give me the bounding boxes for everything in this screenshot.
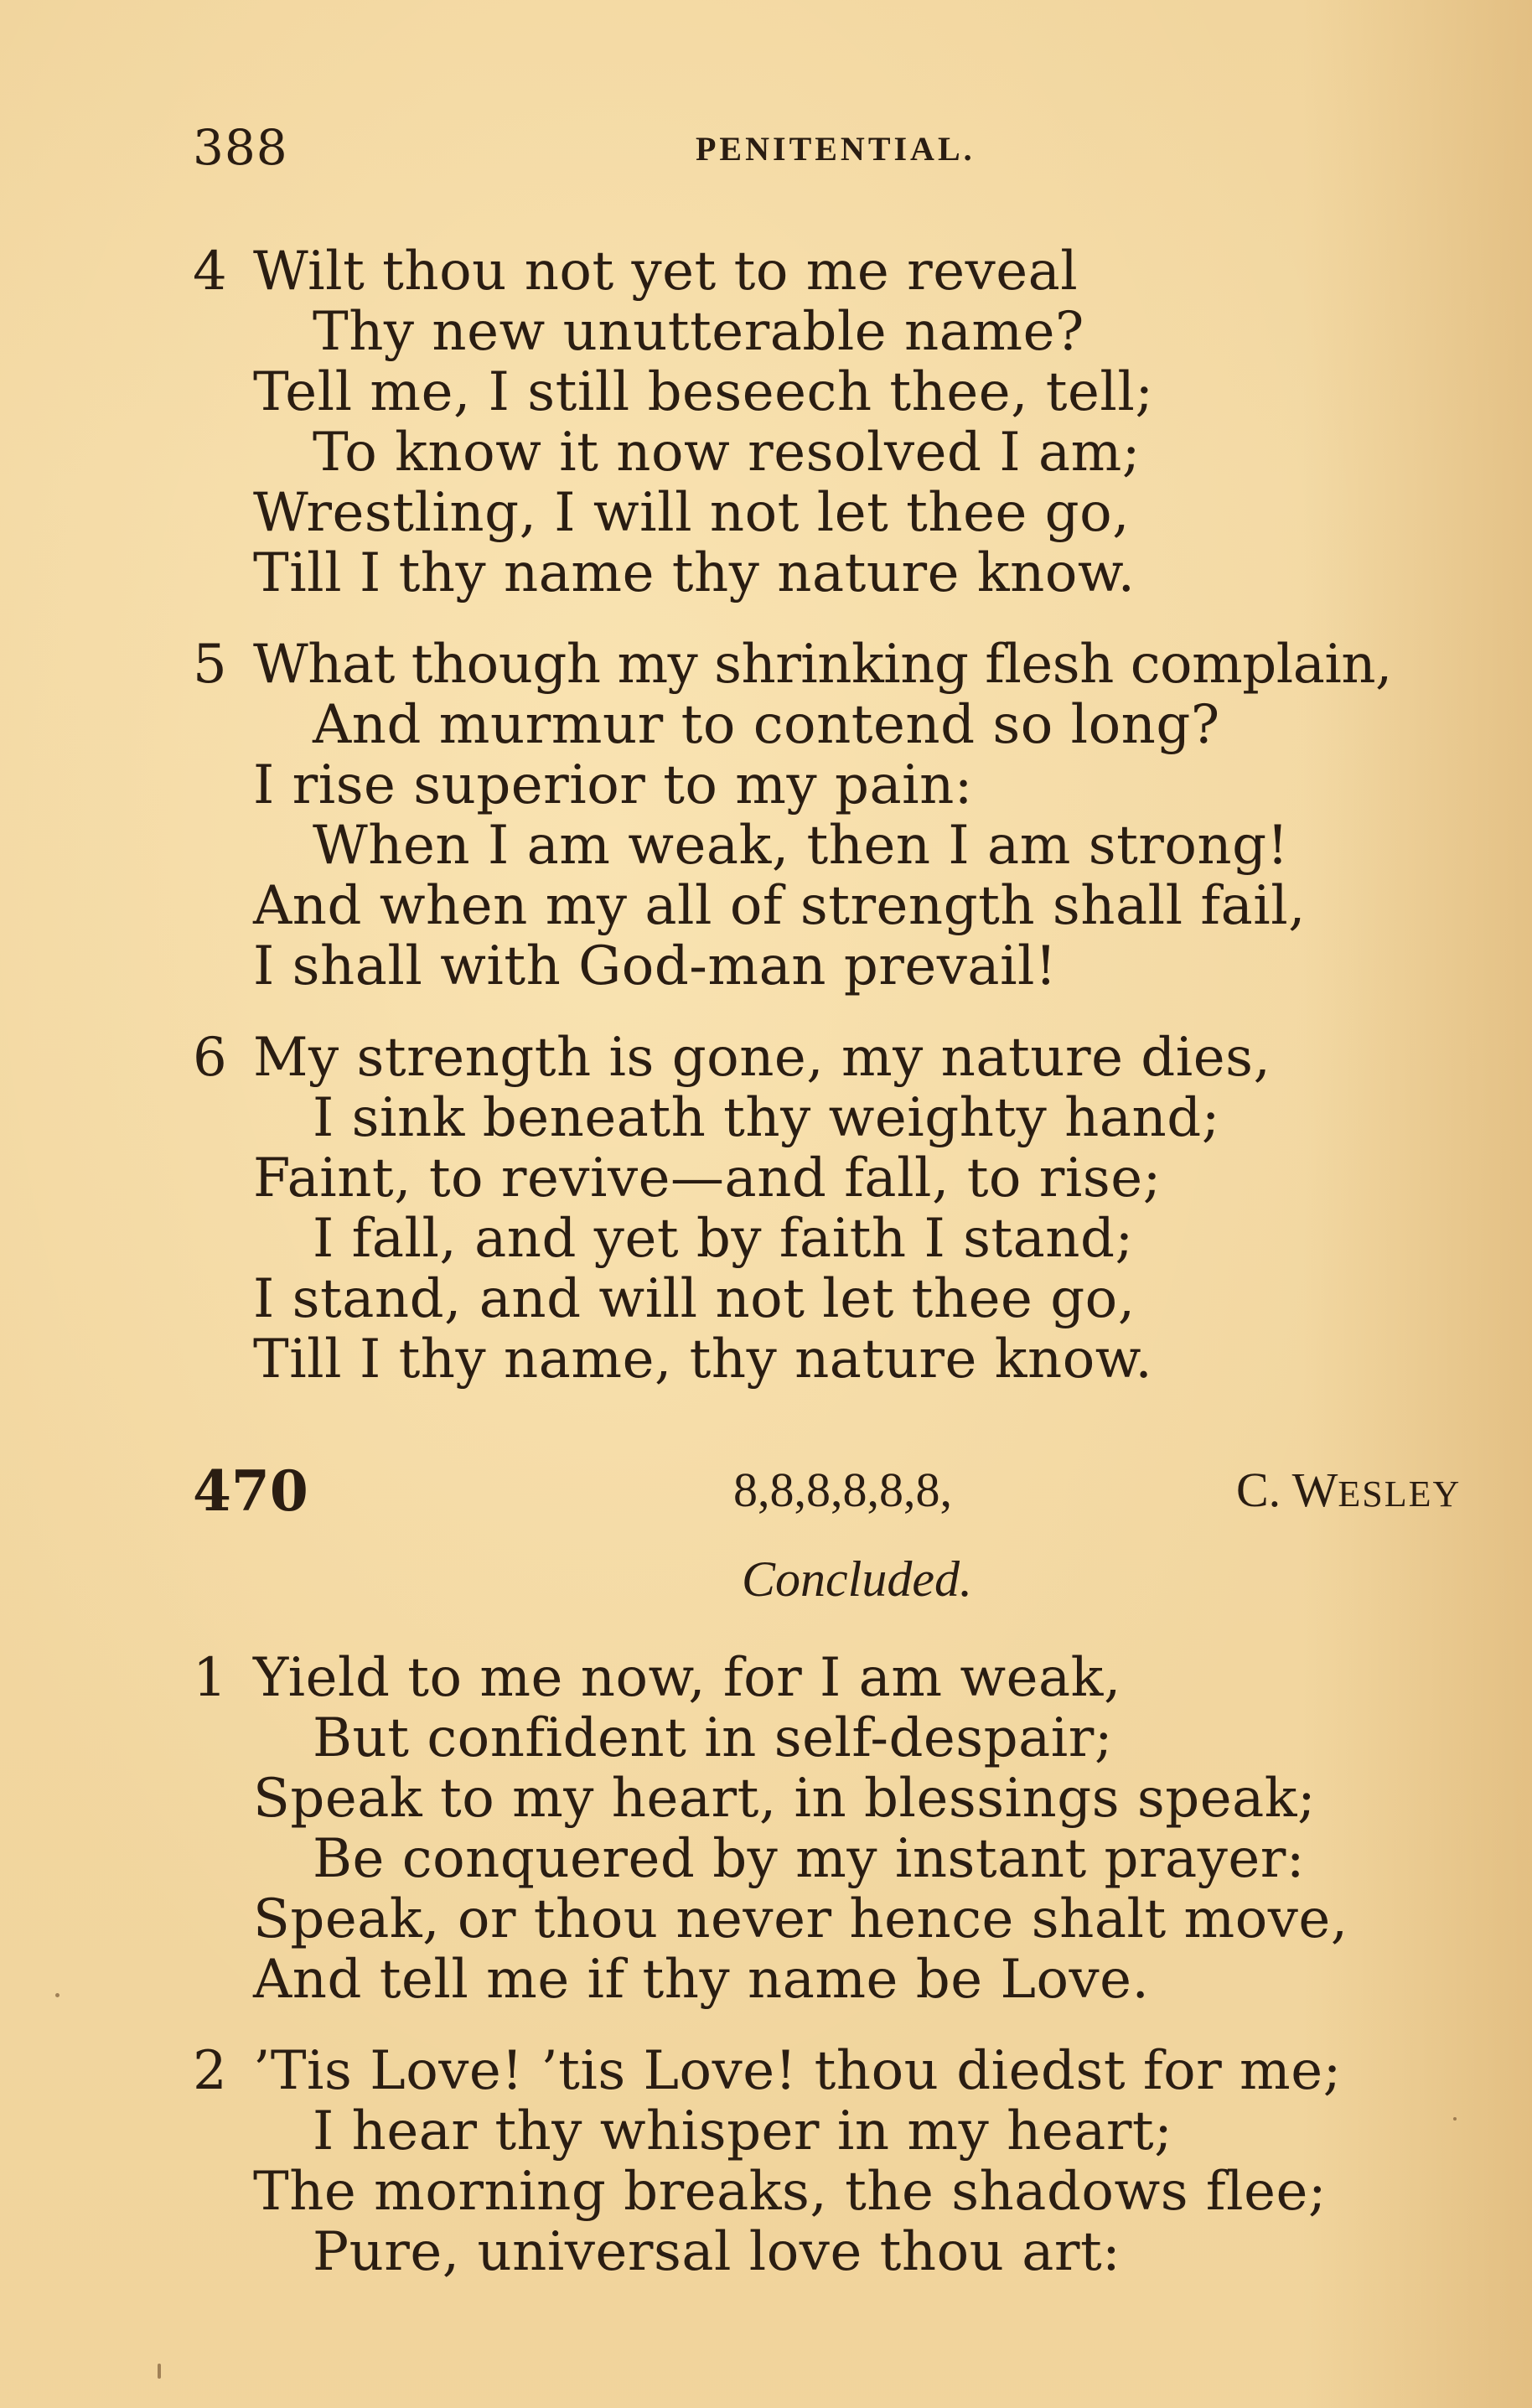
page-header	[193, 119, 1500, 186]
verse-number: 6	[193, 1027, 227, 1089]
verse-line: And tell me if thy name be Love.	[253, 1949, 1150, 2011]
verse-line: And murmur to contend so long?	[313, 694, 1220, 756]
verse-line: I shall with God-man prevail!	[253, 935, 1058, 997]
verse-line: The morning breaks, the shadows flee;	[253, 2161, 1327, 2223]
verse-line: What though my shrinking flesh complain,	[253, 634, 1392, 696]
verse-number: 1	[193, 1647, 227, 1709]
verse-number: 2	[193, 2040, 227, 2102]
verse-line: I rise superior to my pain:	[253, 754, 973, 816]
page-number: 388	[193, 119, 288, 176]
author-initial: C. W	[1236, 1463, 1338, 1517]
verse-line: Till I thy name, thy nature know.	[253, 1328, 1153, 1390]
verse-line: When I am weak, then I am strong!	[313, 815, 1289, 877]
verse-line: Speak, or thou never hence shalt move,	[253, 1888, 1348, 1950]
verse-line: Till I thy name thy nature know.	[253, 542, 1136, 604]
hymn-number: 470	[193, 1458, 308, 1524]
verse-line: I sink beneath thy weighty hand;	[313, 1087, 1220, 1149]
verse-line: Wrestling, I will not let thee go,	[253, 482, 1130, 544]
verse-line: Tell me, I still beseech thee, tell;	[253, 361, 1154, 423]
verse-line: I fall, and yet by faith I stand;	[313, 1208, 1134, 1270]
verse-line: But confident in self-despair;	[313, 1707, 1113, 1769]
verse-number: 5	[193, 634, 227, 696]
verse-line: My strength is gone, my nature dies,	[253, 1027, 1271, 1089]
verse-line: And when my all of strength shall fail,	[253, 875, 1306, 937]
paper-speck	[55, 1993, 60, 1997]
verse-line: Speak to my heart, in blessings speak;	[253, 1768, 1317, 1830]
verse-line: Faint, to revive—and fall, to rise;	[253, 1147, 1162, 1209]
verse-line: ’Tis Love! ’tis Love! thou diedst for me;	[253, 2040, 1342, 2102]
author-surname-smallcaps: ESLEY	[1338, 1473, 1462, 1515]
verse-line: Yield to me now, for I am weak,	[253, 1647, 1121, 1709]
paper-speck	[158, 2364, 161, 2379]
verse-number: 4	[193, 241, 227, 303]
hymn-heading	[193, 1458, 1532, 1534]
paper-speck	[1453, 2117, 1457, 2121]
verse-line: Pure, universal love thou art:	[313, 2221, 1121, 2283]
running-head: PENITENTIAL.	[696, 130, 976, 168]
hymn-author	[1236, 1462, 1461, 1518]
verse-line: To know it now resolved I am;	[313, 422, 1141, 484]
verse-line: Wilt thou not yet to me reveal	[253, 241, 1079, 303]
verse-line: Be conquered by my instant prayer:	[313, 1828, 1305, 1890]
hymn-meter: 8,8,8,8,8,8,	[733, 1463, 952, 1517]
verse-line: Thy new unutterable name?	[313, 301, 1084, 363]
hymn-subtitle: Concluded.	[742, 1551, 972, 1607]
verse-line: I hear thy whisper in my heart;	[313, 2100, 1173, 2162]
verse-line: I stand, and will not let thee go,	[253, 1268, 1136, 1330]
